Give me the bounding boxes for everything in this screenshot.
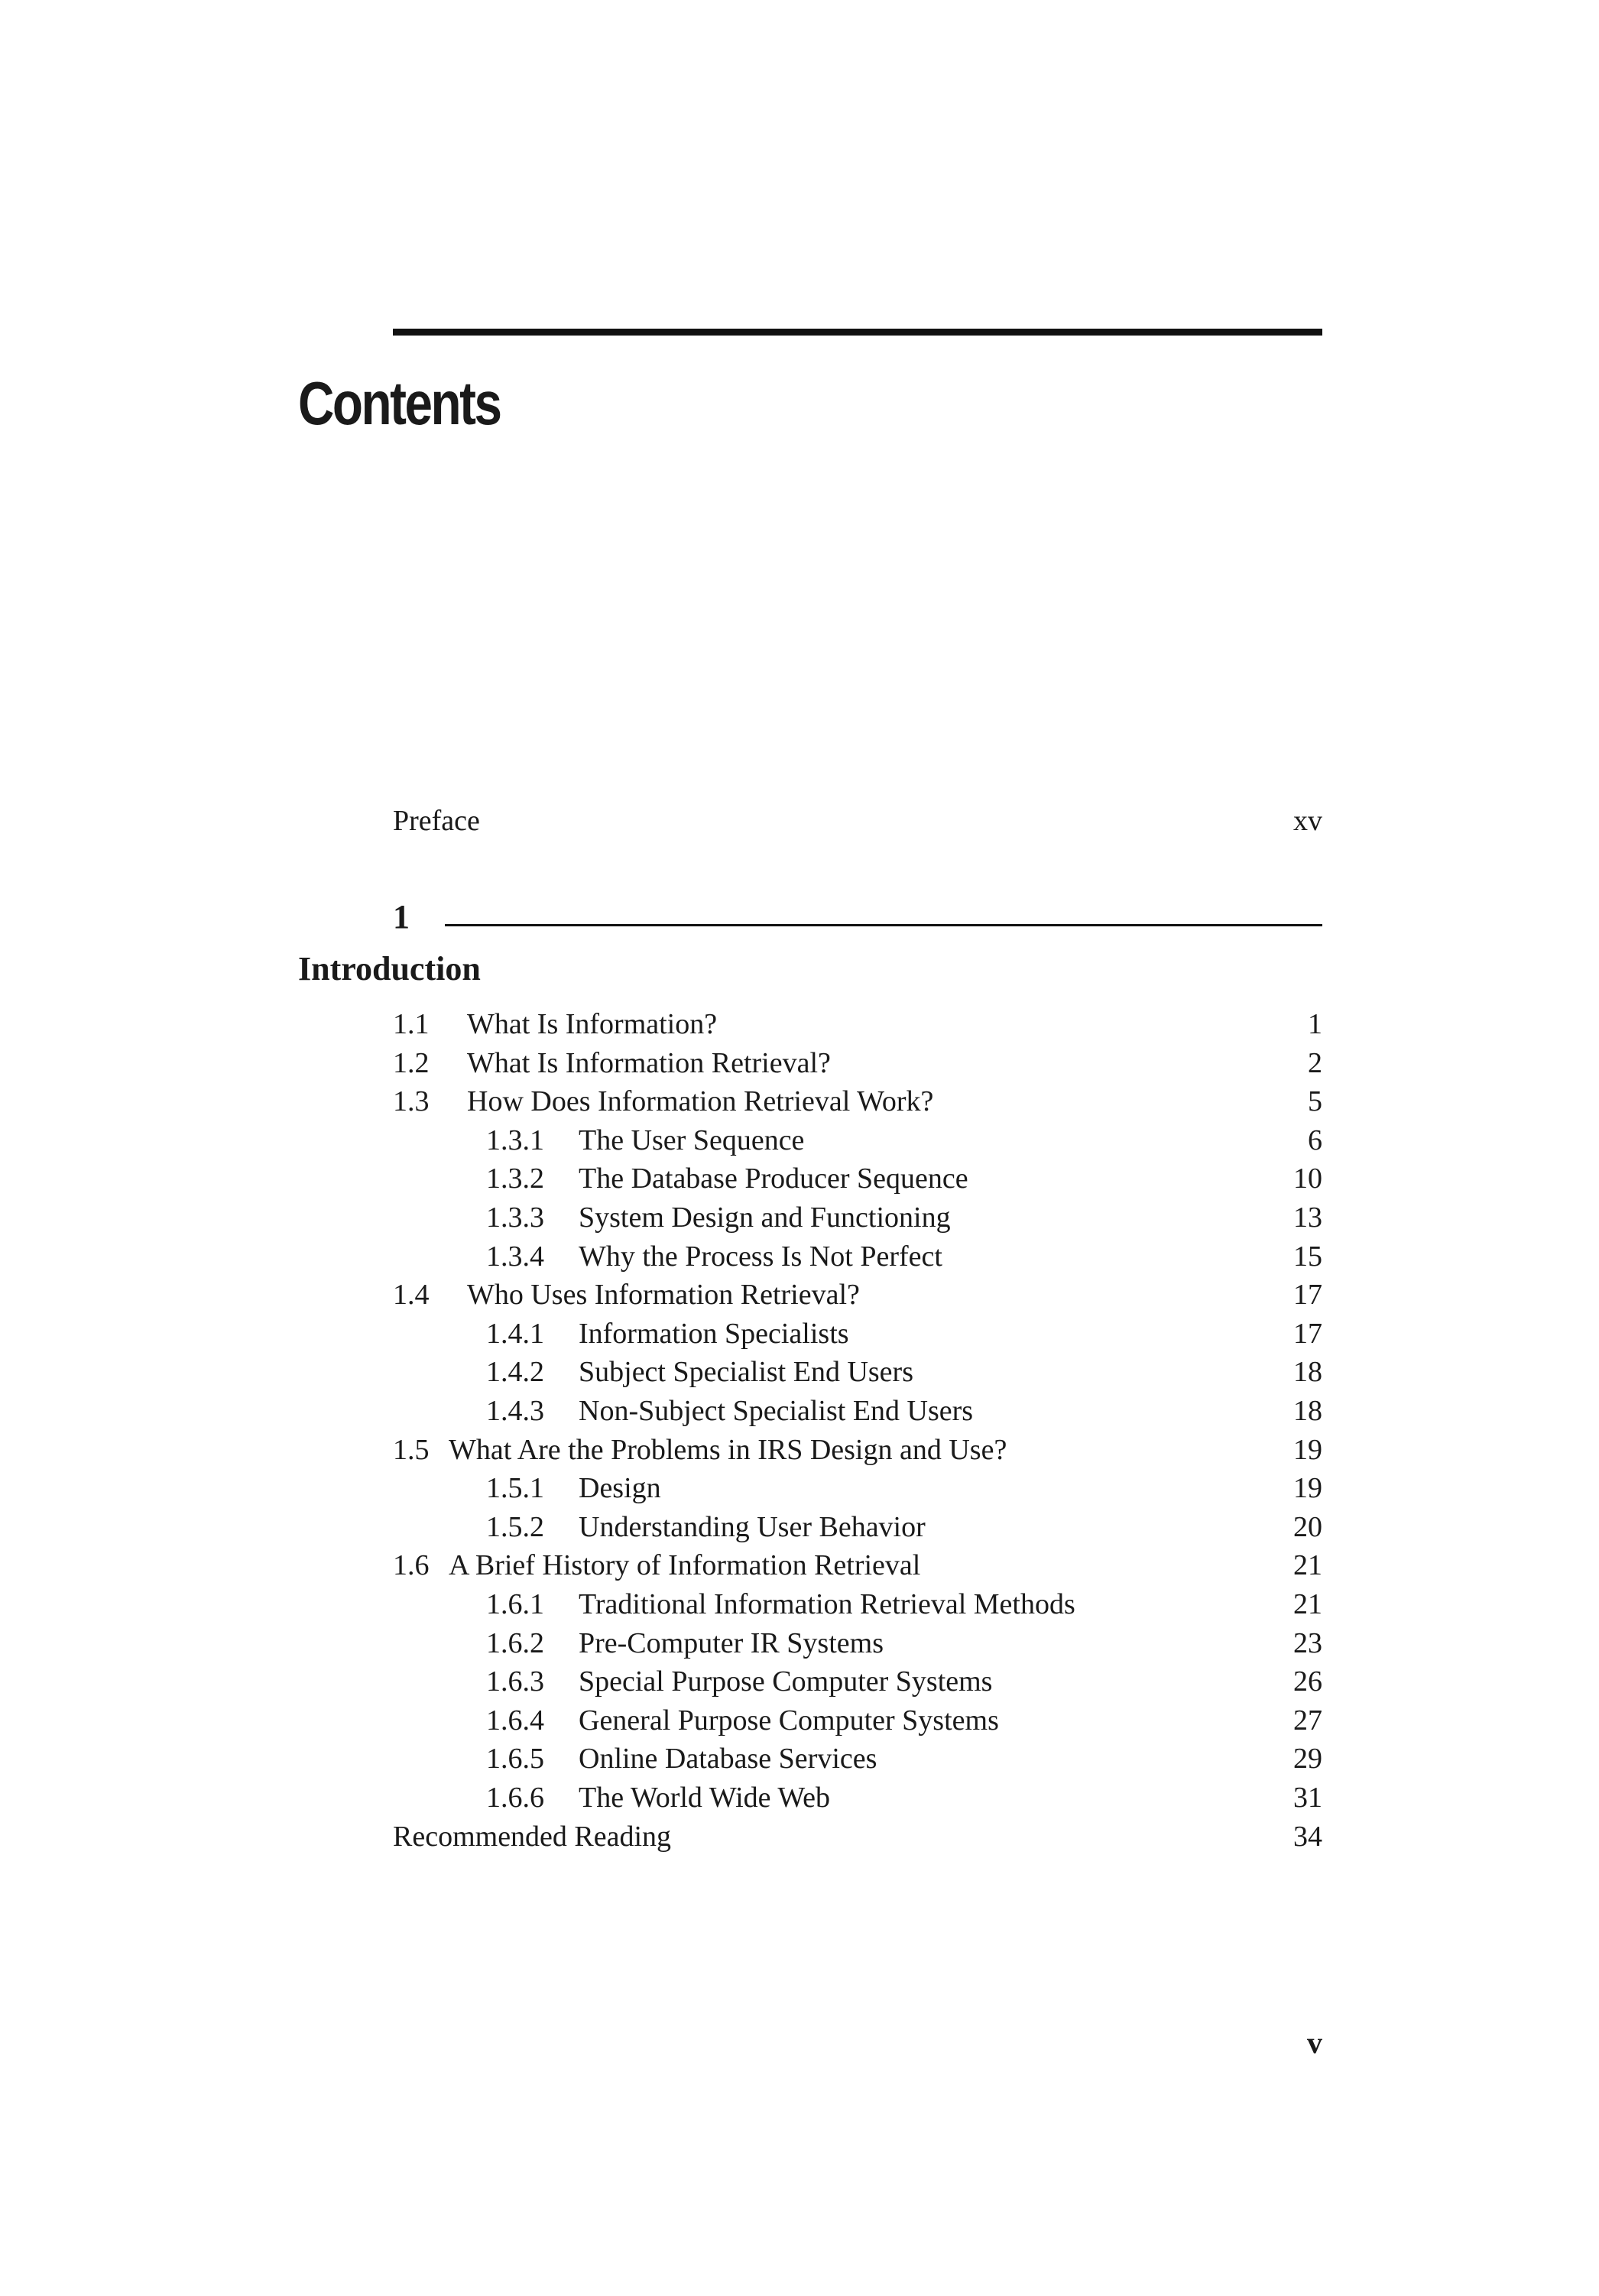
toc-entry-page: 17: [1293, 1317, 1322, 1350]
toc-entry-number: 1.6.3: [486, 1665, 544, 1698]
toc-entry-page: xv: [1293, 805, 1322, 837]
toc-entry-number: 1.6.4: [486, 1704, 544, 1737]
toc-entry-page: 19: [1293, 1472, 1322, 1505]
toc-entry: [0, 1662, 1599, 1701]
toc-entry-label: The User Sequence: [579, 1124, 805, 1156]
toc-entry-label: What Is Information Retrieval?: [467, 1046, 831, 1079]
toc-entry-label: What Are the Problems in IRS Design and Use?: [449, 1433, 1007, 1466]
toc-entry-label: Traditional Information Retrieval Methods: [579, 1588, 1075, 1620]
toc-entry-number: 1.5: [393, 1433, 430, 1466]
toc-entry-number: 1.1: [393, 1008, 430, 1040]
chapter-rule: [445, 924, 1322, 926]
toc-entry: [0, 1044, 1599, 1082]
toc-entry-label: Design: [579, 1472, 661, 1505]
toc-entry: [0, 1315, 1599, 1353]
toc-entry-page: 18: [1293, 1356, 1322, 1389]
toc-entry-label: System Design and Functioning: [579, 1202, 951, 1234]
toc-entry-label: Special Purpose Computer Systems: [579, 1665, 993, 1698]
toc-entry-label: The Database Producer Sequence: [579, 1163, 968, 1195]
toc-entry-label: Subject Specialist End Users: [579, 1356, 913, 1389]
toc-entry-number: 1.3.3: [486, 1202, 544, 1234]
toc-entry-number: 1.5.1: [486, 1472, 544, 1505]
toc-entry: [0, 1624, 1599, 1662]
toc-entry-recommended-reading: [0, 1818, 1599, 1856]
toc-entry-label: Preface: [393, 805, 480, 837]
toc-entry-page: 5: [1308, 1085, 1322, 1118]
toc-entry-page: 21: [1293, 1549, 1322, 1582]
toc-entry-number: 1.3: [393, 1085, 430, 1118]
toc-entry-page: 17: [1293, 1279, 1322, 1312]
toc-entry-number: 1.4.3: [486, 1395, 544, 1427]
toc-entry: [0, 1469, 1599, 1507]
toc-entry-number: 1.6.2: [486, 1626, 544, 1659]
toc-entry: [0, 1005, 1599, 1043]
toc-entry-page: 2: [1308, 1046, 1322, 1079]
toc-entry-label: Who Uses Information Retrieval?: [467, 1279, 860, 1312]
toc-entry: [0, 1546, 1599, 1584]
toc-entry-page: 1: [1308, 1008, 1322, 1040]
page-folio: v: [1307, 2025, 1322, 2060]
toc-entry-number: 1.5.2: [486, 1510, 544, 1543]
toc-entry-number: 1.6.1: [486, 1588, 544, 1620]
toc-entry-number: 1.4.1: [486, 1317, 544, 1350]
toc-entry-label: General Purpose Computer Systems: [579, 1704, 999, 1737]
toc-entry-page: 10: [1293, 1163, 1322, 1195]
page-title: Contents: [298, 369, 501, 437]
chapter-title: Introduction: [298, 950, 481, 987]
toc-entry: [0, 1159, 1599, 1198]
top-rule: [393, 329, 1322, 336]
toc-entry-number: 1.3.1: [486, 1124, 544, 1156]
toc-entry-page: 20: [1293, 1510, 1322, 1543]
toc-entry: [0, 1701, 1599, 1740]
toc-entry-label: The World Wide Web: [579, 1782, 831, 1814]
toc-entry-label: Online Database Services: [579, 1743, 877, 1776]
toc-entry: [0, 1585, 1599, 1623]
toc-entry-number: 1.3.2: [486, 1163, 544, 1195]
toc-entry-label: Information Specialists: [579, 1317, 849, 1350]
toc-entry-page: 6: [1308, 1124, 1322, 1156]
toc-entry: [0, 1431, 1599, 1469]
toc-entry-number: 1.6: [393, 1549, 430, 1582]
toc-entry-number: 1.3.4: [486, 1240, 544, 1273]
toc-entry-page: 13: [1293, 1202, 1322, 1234]
toc-entry-preface: [0, 802, 1599, 840]
toc-entry-page: 26: [1293, 1665, 1322, 1698]
toc-entry-label: Recommended Reading: [393, 1820, 672, 1853]
toc-entry: [0, 1276, 1599, 1314]
chapter-number: 1: [393, 898, 410, 936]
toc-entry-page: 27: [1293, 1704, 1322, 1737]
toc-entry-page: 21: [1293, 1588, 1322, 1620]
toc-entry: [0, 1237, 1599, 1276]
toc-entry-page: 29: [1293, 1743, 1322, 1776]
toc-entry: [0, 1353, 1599, 1391]
toc-entry-number: 1.6.5: [486, 1743, 544, 1776]
toc-entry: [0, 1082, 1599, 1120]
toc-entry-number: 1.2: [393, 1046, 430, 1079]
toc-entry-number: 1.4.2: [486, 1356, 544, 1389]
toc-entry-label: Pre-Computer IR Systems: [579, 1626, 884, 1659]
toc-entry-label: Understanding User Behavior: [579, 1510, 926, 1543]
toc-entry-label: Why the Process Is Not Perfect: [579, 1240, 942, 1273]
toc-entry: [0, 1121, 1599, 1159]
toc-entry-page: 18: [1293, 1395, 1322, 1427]
toc-entry-page: 34: [1293, 1820, 1322, 1853]
toc-entry-label: What Is Information?: [467, 1008, 718, 1040]
toc-entry-label: A Brief History of Information Retrieval: [449, 1549, 921, 1582]
toc-entry: [0, 1779, 1599, 1817]
toc-entry-page: 19: [1293, 1433, 1322, 1466]
toc-entry-page: 23: [1293, 1626, 1322, 1659]
toc-entry-label: Non-Subject Specialist End Users: [579, 1395, 974, 1427]
toc-entry-page: 31: [1293, 1782, 1322, 1814]
toc-entry-label: How Does Information Retrieval Work?: [467, 1085, 934, 1118]
toc-entry: [0, 1508, 1599, 1546]
toc-entry-page: 15: [1293, 1240, 1322, 1273]
toc-entry-number: 1.4: [393, 1279, 430, 1312]
toc-entry: [0, 1198, 1599, 1237]
toc-entry-number: 1.6.6: [486, 1782, 544, 1814]
toc-entry: [0, 1740, 1599, 1778]
toc-entry: [0, 1392, 1599, 1430]
